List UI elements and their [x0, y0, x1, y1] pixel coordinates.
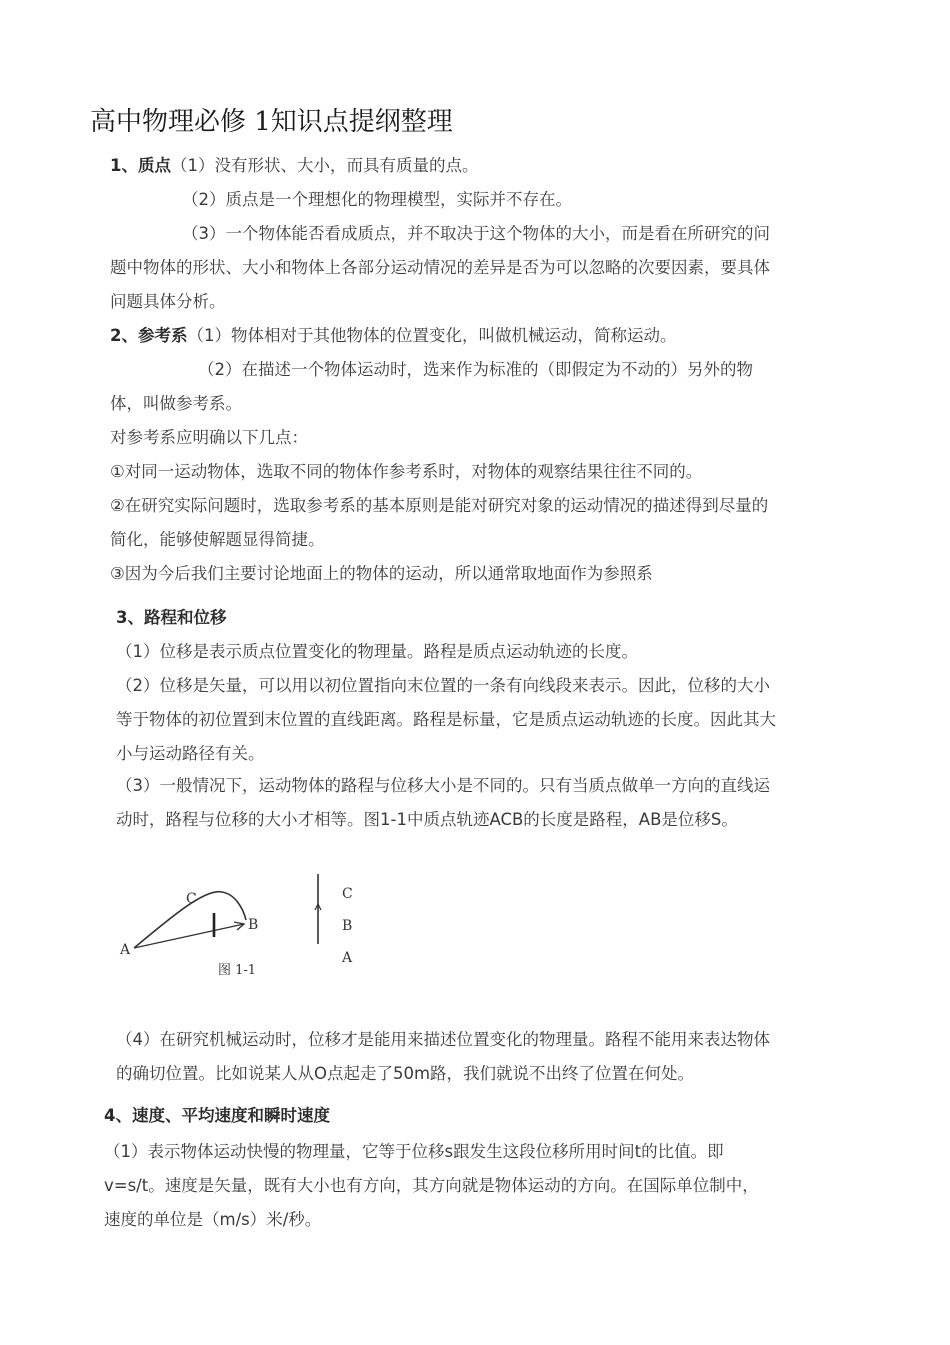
section-4-line-1: （1）表示物体运动快慢的物理量，它等于位移s跟发生这段位移所用时间t的比值。即: [104, 1142, 724, 1161]
section-2-line-2: （2）在描述一个物体运动时，选来作为标准的（即假定为不动的）另外的物: [198, 360, 753, 379]
section-1-heading: 1、质点: [110, 156, 171, 175]
figure-1-1: [110, 868, 410, 988]
section-3-line-5: （3）一般情况下，运动物体的路程与位移大小是不同的。只有当质点做单一方向的直线运: [116, 776, 770, 795]
label-b: B: [248, 917, 259, 933]
section-3-heading: 3、路程和位移: [116, 608, 227, 627]
line-label-c: C: [342, 886, 353, 902]
label-c: C: [186, 891, 197, 907]
section-2-line-4: 对参考系应明确以下几点：: [110, 428, 308, 447]
section-2-heading: 2、参考系: [110, 326, 188, 345]
section-3-line-7: （4）在研究机械运动时，位移才是能用来描述位置变化的物理量。路程不能用来表达物体: [116, 1030, 770, 1049]
figure-caption: 图 1-1: [218, 963, 257, 978]
page-title: 高中物理必修 1知识点提纲整理: [90, 107, 453, 137]
section-3-line-1: （1）位移是表示质点位置变化的物理量。路程是质点运动轨迹的长度。: [116, 642, 638, 661]
displacement-ab: [134, 924, 244, 948]
section-1-line-2: （2）质点是一个理想化的物理模型，实际并不存在。: [182, 190, 572, 209]
section-4-line-2: v=s/t。速度是矢量，既有大小也有方向，其方向就是物体运动的方向。在国际单位制中，: [104, 1176, 759, 1195]
section-1-line-4: 题中物体的形状、大小和物体上各部分运动情况的差异是否为可以忽略的次要因素，要具体: [110, 258, 770, 277]
section-3-line-6: 动时，路程与位移的大小才相等。图1-1中质点轨迹ACB的长度是路程，AB是位移S。: [116, 810, 738, 829]
section-1-line-1: [110, 156, 478, 176]
section-2-line-6: ②在研究实际问题时，选取参考系的基本原则是能对研究对象的运动情况的描述得到尽量的: [110, 496, 769, 515]
section-2-text: （1）物体相对于其他物体的位置变化，叫做机械运动，简称运动。: [187, 326, 677, 345]
section-2-line-1: [110, 326, 676, 346]
section-2-line-3: 体，叫做参考系。: [110, 394, 242, 413]
section-1-line-5: 问题具体分析。: [110, 292, 226, 311]
section-1-line-3: （3）一个物体能否看成质点，并不取决于这个物体的大小，而是看在所研究的问: [182, 224, 770, 243]
section-2-line-5: ①对同一运动物体，选取不同的物体作参考系时，对物体的观察结果往往不同的。: [110, 462, 703, 481]
section-3-line-2: （2）位移是矢量，可以用以初位置指向末位置的一条有向线段来表示。因此，位移的大小: [116, 676, 770, 695]
section-4-heading: 4、速度、平均速度和瞬时速度: [104, 1106, 330, 1125]
section-3-line-8: 的确切位置。比如说某人从O点起走了50m路，我们就说不出终了位置在何处。: [116, 1064, 695, 1083]
line-label-a: A: [342, 950, 353, 966]
section-3-line-3: 等于物体的初位置到末位置的直线距离。路程是标量，它是质点运动轨迹的长度。因此其大: [116, 710, 776, 729]
section-2-line-8: ③因为今后我们主要讨论地面上的物体的运动，所以通常取地面作为参照系: [110, 564, 653, 583]
section-1-text: （1）没有形状、大小，而具有质量的点。: [170, 156, 479, 175]
label-a: A: [120, 942, 131, 958]
line-label-b: B: [342, 918, 353, 934]
section-4-line-3: 速度的单位是（m/s）米/秒。: [104, 1210, 322, 1229]
section-3-line-4: 小与运动路径有关。: [116, 744, 265, 763]
section-2-line-7: 简化，能够使解题显得简捷。: [110, 530, 325, 549]
